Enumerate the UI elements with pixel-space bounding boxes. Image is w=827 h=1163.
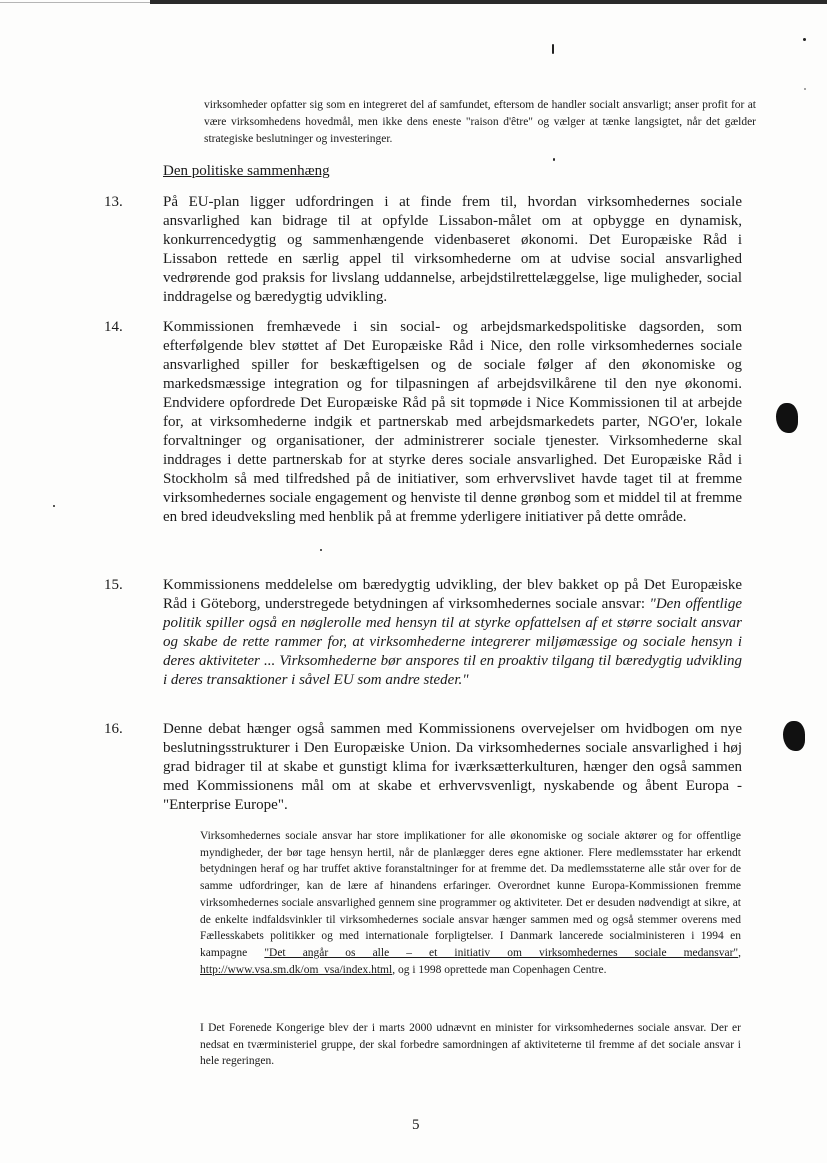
note-tail: , og i 1998 oprettede man Copenhagen Centre. (392, 963, 607, 976)
paragraph-text: Kommissionen fremhævede i sin social- og arbejdsmarkedspolitiske dagsorden, som efterfølgende blev støttet af Det Europæiske Råd i Nice, den rolle virksomhedernes sociale ansvarlighed spiller for beskæftigelsen og de sociale følger af den økonomiske og markedsmæssige integration og for tilpasningen af arbejdsvilkårene til den nye økonomi. Endvidere opfordrede Det Europæiske Råd på sit topmøde i Nice Kommissionen til at arbejde for, at virksomhederne indgik et partnerskab med arbejdsmarkedets parter, NGO'er, lokale forvaltninger og organisationer, der administrerer sociale tjenester. Virksomhederne skal inddrages i dette partnerskab for at styrke deres sociale ansvarlighed. Det Europæiske Råd i Stockholm så med tilfredshed på de initiativer, som erhvervslivet havde taget til at fremme virksomhedernes sociale engagement og henviste til denne grønbog som et middel til at fremme en bred ideudveksling med henblik på at fremme yderligere initiativer på dette område. (163, 319, 742, 525)
intro-text: virksomheder opfatter sig som en integreret del af samfundet, eftersom de handler socialt ansvarligt; anser profit for at være virksomhedens hovedmål, men ikke dens eneste "raison d'être" og vælger at tænke langsigtet, når det gælder strategiske beslutninger og investeringer. (204, 99, 756, 145)
paragraph-number: 13. (104, 194, 123, 210)
page-number: 5 (412, 1117, 420, 1133)
note-denmark (200, 828, 741, 978)
scan-speck (804, 88, 806, 90)
section-heading: Den politiske sammenhæng (163, 163, 330, 179)
scan-speck (53, 505, 55, 507)
paragraph-text: Denne debat hænger også sammen med Kommissionens overvejelser om hvidbogen om nye beslutningsstrukturer i Den Europæiske Union. Da virksomhedernes sociale ansvarlighed i høj grad bidrager til at skabe et gunstigt klima for iværksætterkulturen, hænger den også sammen med Kommissionens mål om at skabe et erhvervsvenligt, nyskabende og åbent Europa - "Enterprise Europe". (163, 721, 742, 813)
scan-speck (552, 44, 554, 54)
paragraph-number: 16. (104, 721, 123, 737)
paragraph-number: 15. (104, 577, 123, 593)
campaign-url-link[interactable]: http://www.vsa.sm.dk/om_vsa/index.html (200, 963, 393, 976)
paragraph-text (163, 576, 742, 690)
scan-speck (803, 38, 806, 41)
punch-hole-mark (776, 403, 798, 433)
note-uk: I Det Forenede Kongerige blev der i marts 2000 udnævnt en minister for virksomhedernes sociale ansvar. Der er nedsat en tværministeriel gruppe, der skal forbedre samordningen af aktiviteterne til fremme af det sociale ansvar i hele regeringen. (200, 1022, 741, 1068)
note-separator: , (738, 946, 741, 959)
paragraph-text: På EU-plan ligger udfordringen i at finde frem til, hvordan virksomhedernes sociale ansvarlighed kan bidrage til at opfylde Lissabon-målet om at opbygge en dynamisk, konkurrencedygtig og sammenhængende videnbaseret økonomi. Det Europæiske Råd i Lissabon rettede en særlig appel til virksomhederne om at udvise social ansvarlighed vedrørende god praksis for livslang uddannelse, arbejdstilrettelæggelse, lige muligheder, social inddragelse og bæredygtig udvikling. (163, 194, 742, 305)
paragraph-number: 14. (104, 319, 123, 335)
campaign-title: "Det angår os alle – et initiativ om virksomhedernes sociale medansvar" (264, 946, 739, 959)
quotation: "Den offentlige politik spiller også en nøglerolle med hensyn til at styrke opfattelsen af et større socialt ansvar og skabe de rette rammer for, at virksomhederne integrerer miljømæssige og sociale hensyn i deres aktiviteter ... Virksomhederne bør anspores til en proaktiv tilgang til bæredygtig udvikling i deres transaktioner i såvel EU som andre steder." (163, 596, 742, 688)
note-text: Virksomhedernes sociale ansvar har store implikationer for alle økonomiske og sociale aktører og for offentlige myndigheder, der bør tage hensyn hertil, når de planlægger deres egne aktioner. Flere medlemsstater har erkendt betydningen heraf og har truffet aktive foranstaltninger for at fremme det. Da medlemsstaterne alle står over for de samme udfordringer, kan de lære af hinandens erfaringer. Overordnet kunne Europa-Kommissionen fremme virksomhedernes sociale ansvarlighed gennem sine programmer og aktiviteter. Det er desuden nødvendigt at sikre, at de enkelte indfaldsvinkler til virksomhedernes sociale ansvar hænger sammen med og også stemmer overens med Fællesskabets politikker og med internationale forpligtelser. I Danmark lancerede socialministeren i 1994 en kampagne (200, 830, 741, 959)
scan-speck (320, 549, 322, 551)
punch-hole-mark (783, 721, 805, 751)
paragraph-intro: Kommissionens meddelelse om bæredygtig udvikling, der blev bakket op på Det Europæiske Råd i Göteborg, understregede betydningen af virksomhedernes sociale ansvar: (163, 577, 742, 612)
scan-speck (553, 158, 555, 161)
scan-edge (0, 0, 827, 6)
